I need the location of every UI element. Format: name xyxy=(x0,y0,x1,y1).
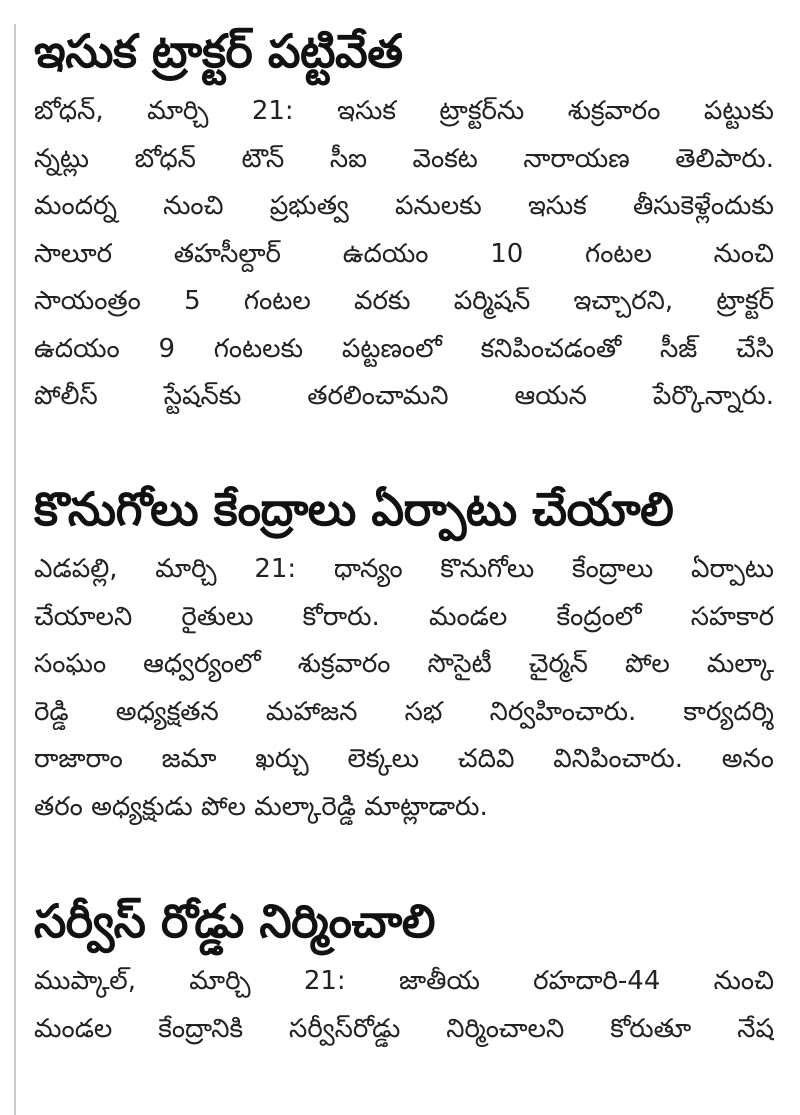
article-body xyxy=(34,546,774,831)
article-line: బోధన్, మార్చి 21: ఇసుక ట్రాక్టర్‌ను శుక్రవారం పట్టుకు xyxy=(34,96,774,126)
article-purchase-centers xyxy=(34,478,774,831)
column-divider xyxy=(14,24,16,1115)
article-line: ఉదయం 9 గంటలకు పట్టణంలో కనిపించడంతో సీజ్ చేసి xyxy=(34,333,774,364)
article-body xyxy=(34,958,774,1053)
article-line: న్నట్లు బోధన్ టౌన్ సీఐ వెంకట నారాయణ తెలిపారు. xyxy=(34,143,774,174)
article-line: చేయాలని రైతులు కోరారు. మండల కేంద్రంలో సహకార xyxy=(34,601,774,632)
article-line: మండల కేంద్రానికి సర్వీస్‌రోడ్డు నిర్మించాలని కోరుతూ నేష xyxy=(34,1013,774,1044)
article-line: సాలూర తహసీల్దార్ ఉదయం 10 గంటల నుంచి xyxy=(34,238,774,269)
article-line: రాజారాం జమా ఖర్చు లెక్కలు చదివి వినిపించారు. అనం xyxy=(34,744,774,774)
article-line: ముప్కాల్, మార్చి 21: జాతీయ రహదారి-44 నుంచి xyxy=(34,966,774,996)
article-headline: సర్వీస్ రోడ్డు నిర్మించాలి xyxy=(34,894,435,948)
article-line: మందర్న నుంచి ప్రభుత్వ పనులకు ఇసుక తీసుకెళ్లేందుకు xyxy=(34,191,774,221)
article-headline: ఇసుక ట్రాక్టర్ పట్టివేత xyxy=(34,24,403,78)
article-line: ఎడపల్లి, మార్చి 21: ధాన్యం కొనుగోలు కేంద్రాలు ఏర్పాటు xyxy=(34,554,774,584)
article-sand-tractor xyxy=(34,20,774,421)
article-line: సాయంత్రం 5 గంటల వరకు పర్మిషన్ ఇచ్చారని, ట్రాక్టర్ xyxy=(34,286,774,316)
article-line: సంఘం ఆధ్వర్యంలో శుక్రవారం సొసైటీ చైర్మన్ పోల మల్కా xyxy=(34,649,774,679)
article-line: తరం అధ్యక్షుడు పోల మల్కారెడ్డి మాట్లాడారు. xyxy=(34,791,488,822)
article-body xyxy=(34,88,774,421)
article-service-road xyxy=(34,890,774,1053)
article-line: పోలీస్ స్టేషన్‌కు తరలించామని ఆయన పేర్కొన్నారు. xyxy=(34,381,774,411)
article-line: రెడ్డి అధ్యక్షతన మహాజన సభ నిర్వహించారు. కార్యదర్శి xyxy=(34,696,774,727)
article-headline: కొనుగోలు కేంద్రాలు ఏర్పాటు చేయాలి xyxy=(34,482,674,536)
